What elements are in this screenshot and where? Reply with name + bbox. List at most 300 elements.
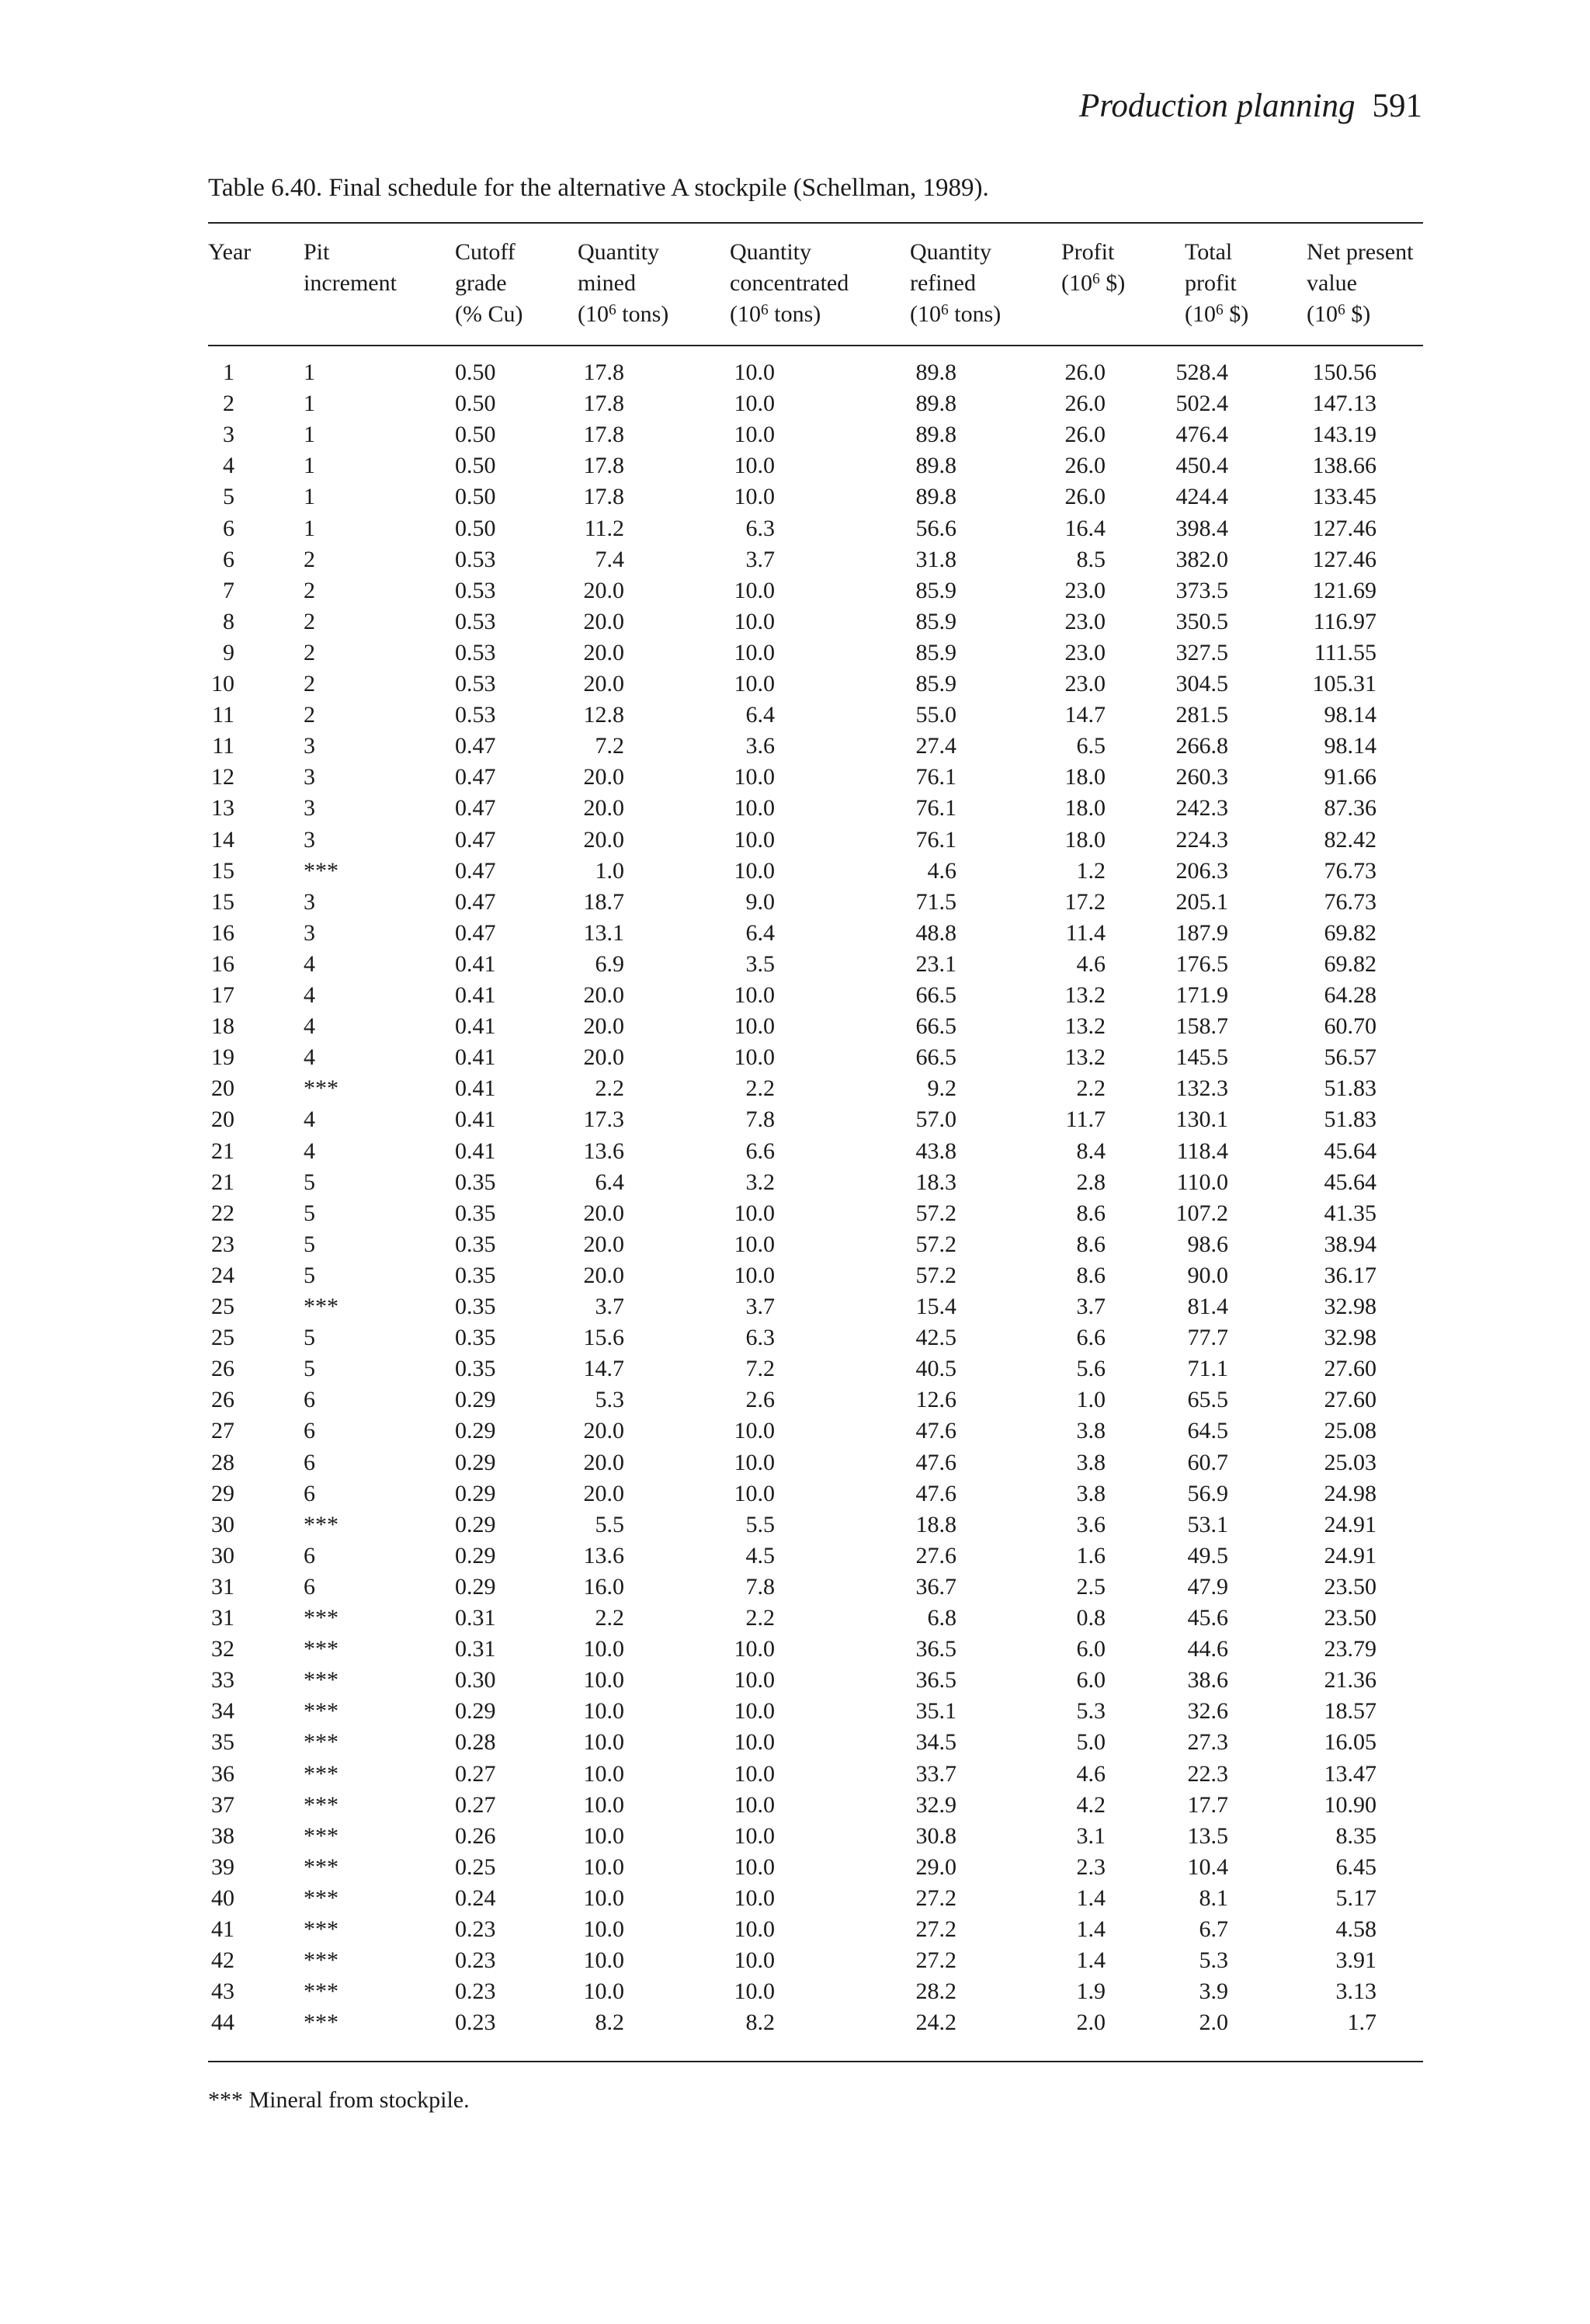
table-cell-pit: 3 xyxy=(304,919,315,946)
table-cell-profit: 8.6 xyxy=(1076,1231,1106,1257)
table-cell-total: 13.5 xyxy=(1187,1822,1228,1849)
table-cell-npv: 91.66 xyxy=(1324,764,1376,790)
table-cell-concentrated: 2.2 xyxy=(745,1605,775,1631)
table-cell-cutoff: 0.29 xyxy=(455,1480,496,1506)
table-cell-profit: 13.2 xyxy=(1064,1044,1106,1071)
table-cell-npv: 5.17 xyxy=(1335,1885,1376,1911)
table-cell-concentrated: 10.0 xyxy=(734,1200,775,1226)
table-cell-npv: 3.91 xyxy=(1335,1947,1376,1974)
table-cell-refined: 18.8 xyxy=(915,1511,956,1537)
table-cell-year: 34 xyxy=(211,1698,234,1725)
table-cell-cutoff: 0.23 xyxy=(455,1916,496,1942)
table-cell-concentrated: 10.0 xyxy=(734,764,775,790)
table-cell-cutoff: 0.41 xyxy=(455,1013,496,1040)
column-header-line: Quantity xyxy=(910,239,991,265)
table-cell-profit: 8.4 xyxy=(1076,1138,1106,1164)
table-cell-year: 12 xyxy=(211,764,234,790)
table-cell-year: 19 xyxy=(211,1044,234,1071)
table-cell-refined: 36.7 xyxy=(915,1573,956,1600)
table-cell-concentrated: 10.0 xyxy=(734,982,775,1008)
column-header-concentrated xyxy=(730,237,849,330)
table-row xyxy=(0,419,1590,450)
table-cell-profit: 5.6 xyxy=(1076,1356,1106,1382)
table-cell-total: 266.8 xyxy=(1175,733,1228,759)
table-cell-cutoff: 0.53 xyxy=(455,608,496,634)
table-cell-total: 60.7 xyxy=(1187,1449,1228,1475)
table-cell-mined: 20.0 xyxy=(583,608,624,634)
table-cell-cutoff: 0.41 xyxy=(455,1075,496,1102)
table-cell-mined: 8.2 xyxy=(595,2010,624,2036)
table-cell-year: 30 xyxy=(211,1542,234,1568)
table-cell-profit: 18.0 xyxy=(1064,795,1106,822)
table-cell-profit: 26.0 xyxy=(1064,360,1106,385)
table-cell-npv: 116.97 xyxy=(1313,608,1376,634)
table-cell-npv: 4.58 xyxy=(1335,1916,1376,1942)
table-cell-total: 476.4 xyxy=(1175,422,1228,448)
table-cell-concentrated: 5.5 xyxy=(745,1511,775,1537)
table-cell-refined: 48.8 xyxy=(915,919,956,946)
table-cell-concentrated: 7.8 xyxy=(745,1573,775,1600)
table-cell-mined: 10.0 xyxy=(583,1822,624,1849)
table-cell-total: 53.1 xyxy=(1187,1511,1228,1537)
table-cell-mined: 20.0 xyxy=(583,1044,624,1071)
table-body xyxy=(0,357,1590,2050)
table-row xyxy=(0,1696,1590,1727)
table-cell-concentrated: 6.6 xyxy=(745,1138,775,1164)
table-cell-profit: 2.8 xyxy=(1076,1169,1106,1195)
table-cell-pit: 1 xyxy=(304,453,315,479)
table-cell-pit: 6 xyxy=(304,1542,315,1568)
table-cell-total: 65.5 xyxy=(1187,1387,1228,1413)
table-cell-npv: 18.57 xyxy=(1324,1698,1376,1725)
table-cell-cutoff: 0.35 xyxy=(455,1325,496,1351)
table-cell-total: 450.4 xyxy=(1175,453,1228,479)
table-row xyxy=(0,1136,1590,1167)
table-row xyxy=(0,1572,1590,1603)
table-cell-profit: 26.0 xyxy=(1064,391,1106,417)
table-cell-profit: 3.8 xyxy=(1076,1449,1106,1475)
table-cell-refined: 34.5 xyxy=(915,1729,956,1756)
table-cell-year: 28 xyxy=(211,1449,234,1475)
table-cell-mined: 20.0 xyxy=(583,1418,624,1444)
table-cell-year: 27 xyxy=(211,1418,234,1444)
table-cell-total: 49.5 xyxy=(1187,1542,1228,1568)
table-cell-npv: 36.17 xyxy=(1324,1262,1376,1288)
table-cell-refined: 27.6 xyxy=(915,1542,956,1568)
table-cell-cutoff: 0.29 xyxy=(455,1418,496,1444)
table-cell-mined: 7.2 xyxy=(595,733,624,759)
column-header-profit xyxy=(1061,237,1125,299)
table-row xyxy=(0,1167,1590,1198)
table-cell-mined: 20.0 xyxy=(583,639,624,665)
table-row xyxy=(0,1416,1590,1447)
table-row xyxy=(0,1976,1590,2007)
table-cell-total: 304.5 xyxy=(1175,671,1228,697)
table-row xyxy=(0,1322,1590,1353)
table-row xyxy=(0,1883,1590,1914)
table-cell-year: 44 xyxy=(211,2010,234,2036)
table-cell-mined: 5.5 xyxy=(595,1511,624,1537)
table-cell-mined: 1.0 xyxy=(595,857,624,884)
table-cell-mined: 20.0 xyxy=(583,826,624,853)
table-cell-total: 5.3 xyxy=(1199,1947,1228,1974)
table-cell-concentrated: 10.0 xyxy=(734,671,775,697)
table-row xyxy=(0,2007,1590,2038)
table-cell-mined: 20.0 xyxy=(583,764,624,790)
table-cell-pit: 3 xyxy=(304,764,315,790)
column-header-line: ($10^6$ tons) xyxy=(578,301,669,327)
table-cell-refined: 27.2 xyxy=(915,1916,956,1942)
table-cell-concentrated: 8.2 xyxy=(745,2010,775,2036)
table-cell-refined: 89.8 xyxy=(915,391,956,417)
table-row xyxy=(0,731,1590,762)
column-header-line: ($10^6$ tons) xyxy=(910,301,1002,327)
column-header-line: (% Cu) xyxy=(455,301,523,327)
table-cell-pit: 1 xyxy=(304,360,315,385)
table-cell-pit: *** xyxy=(304,2010,338,2036)
table-cell-year: 40 xyxy=(211,1885,234,1911)
table-cell-npv: 51.83 xyxy=(1324,1075,1376,1102)
table-row xyxy=(0,1384,1590,1416)
table-cell-profit: 6.0 xyxy=(1076,1667,1106,1693)
table-cell-npv: 38.94 xyxy=(1324,1231,1376,1257)
table-cell-concentrated: 6.4 xyxy=(745,702,775,728)
table-cell-cutoff: 0.24 xyxy=(455,1885,496,1911)
column-header-line: concentrated xyxy=(730,270,849,296)
table-row xyxy=(0,700,1590,731)
table-cell-pit: 4 xyxy=(304,950,315,977)
table-cell-concentrated: 10.0 xyxy=(734,1822,775,1849)
table-cell-year: 25 xyxy=(211,1294,234,1319)
table-cell-year: 21 xyxy=(211,1138,234,1164)
table-cell-profit: 5.3 xyxy=(1076,1698,1106,1725)
table-row xyxy=(0,450,1590,481)
table-cell-pit: 1 xyxy=(304,391,315,417)
table-cell-concentrated: 10.0 xyxy=(734,608,775,634)
table-cell-refined: 57.2 xyxy=(915,1200,956,1226)
table-row xyxy=(0,1353,1590,1384)
table-cell-year: 26 xyxy=(211,1356,234,1382)
table-cell-profit: 3.6 xyxy=(1076,1511,1106,1537)
table-row xyxy=(0,388,1590,419)
table-cell-year: 16 xyxy=(211,919,234,946)
table-cell-mined: 17.8 xyxy=(583,484,624,510)
table-row xyxy=(0,825,1590,856)
table-cell-year: 24 xyxy=(211,1262,234,1288)
table-cell-mined: 10.0 xyxy=(583,1791,624,1818)
table-cell-year: 15 xyxy=(211,857,234,884)
table-cell-refined: 36.5 xyxy=(915,1667,956,1693)
table-cell-pit: 4 xyxy=(304,1106,315,1133)
table-cell-profit: 11.7 xyxy=(1065,1106,1106,1133)
table-cell-year: 25 xyxy=(211,1325,234,1351)
table-cell-refined: 28.2 xyxy=(915,1978,956,2005)
table-cell-refined: 30.8 xyxy=(915,1822,956,1849)
table-cell-npv: 76.73 xyxy=(1324,888,1376,915)
table-row xyxy=(0,1229,1590,1260)
table-cell-cutoff: 0.53 xyxy=(455,546,496,572)
table-cell-refined: 89.8 xyxy=(915,453,956,479)
table-cell-refined: 9.2 xyxy=(927,1075,956,1102)
table-cell-concentrated: 2.6 xyxy=(745,1387,775,1413)
table-cell-npv: 143.19 xyxy=(1312,422,1376,448)
table-cell-profit: 1.4 xyxy=(1076,1916,1106,1942)
table-cell-cutoff: 0.35 xyxy=(455,1200,496,1226)
table-cell-npv: 21.36 xyxy=(1324,1667,1376,1693)
table-cell-cutoff: 0.35 xyxy=(455,1231,496,1257)
table-cell-mined: 12.8 xyxy=(583,702,624,728)
column-header-line: Cutoff xyxy=(455,239,516,265)
table-cell-refined: 23.1 xyxy=(915,950,956,977)
table-cell-refined: 85.9 xyxy=(915,608,956,634)
table-cell-mined: 16.0 xyxy=(583,1573,624,1600)
table-cell-mined: 20.0 xyxy=(583,1262,624,1288)
table-cell-mined: 20.0 xyxy=(583,1449,624,1475)
column-header-line: Pit xyxy=(304,239,330,265)
table-cell-cutoff: 0.23 xyxy=(455,1978,496,2005)
column-header-line: ($10^6$ $) xyxy=(1061,270,1126,296)
table-cell-pit: 3 xyxy=(304,795,315,822)
table-cell-npv: 82.42 xyxy=(1324,826,1376,853)
table-cell-profit: 4.2 xyxy=(1076,1791,1106,1818)
table-cell-profit: 17.2 xyxy=(1064,888,1106,915)
table-row xyxy=(0,1790,1590,1821)
table-cell-pit: *** xyxy=(304,1605,338,1631)
table-cell-concentrated: 10.0 xyxy=(734,1667,775,1693)
table-cell-total: 64.5 xyxy=(1187,1418,1228,1444)
table-cell-pit: 6 xyxy=(304,1449,315,1475)
table-cell-refined: 43.8 xyxy=(915,1138,956,1164)
table-cell-concentrated: 6.4 xyxy=(745,919,775,946)
table-cell-npv: 16.05 xyxy=(1324,1729,1376,1756)
table-cell-profit: 2.0 xyxy=(1076,2010,1106,2036)
table-cell-year: 18 xyxy=(211,1013,234,1040)
table-cell-year: 10 xyxy=(211,671,234,697)
column-header-line: profit xyxy=(1185,270,1237,296)
table-cell-year: 23 xyxy=(211,1231,234,1257)
table-footnote: *** Mineral from stockpile. xyxy=(208,2087,470,2113)
table-cell-cutoff: 0.27 xyxy=(455,1791,496,1818)
table-cell-concentrated: 10.0 xyxy=(734,453,775,479)
table-cell-total: 424.4 xyxy=(1175,484,1228,510)
table-cell-year: 5 xyxy=(223,484,234,510)
table-cell-pit: *** xyxy=(304,1791,338,1818)
table-cell-cutoff: 0.35 xyxy=(455,1169,496,1195)
table-cell-npv: 127.46 xyxy=(1312,546,1376,572)
table-cell-year: 31 xyxy=(211,1573,234,1600)
table-cell-mined: 18.7 xyxy=(583,888,624,915)
table-cell-year: 38 xyxy=(211,1822,234,1849)
table-cell-mined: 6.4 xyxy=(595,1169,624,1195)
table-cell-refined: 89.8 xyxy=(915,484,956,510)
table-cell-profit: 3.1 xyxy=(1076,1822,1106,1849)
table-cell-mined: 5.3 xyxy=(595,1387,624,1413)
table-cell-year: 29 xyxy=(211,1480,234,1506)
table-cell-cutoff: 0.23 xyxy=(455,1947,496,1974)
table-cell-mined: 17.8 xyxy=(583,422,624,448)
table-cell-npv: 25.03 xyxy=(1324,1449,1376,1475)
table-cell-pit: 5 xyxy=(304,1231,315,1257)
column-header-cutoff xyxy=(455,237,522,330)
table-cell-concentrated: 3.6 xyxy=(745,733,775,759)
table-cell-total: 502.4 xyxy=(1175,391,1228,417)
table-header-rule xyxy=(208,345,1423,346)
table-row xyxy=(0,637,1590,669)
table-cell-npv: 69.82 xyxy=(1324,950,1376,977)
table-cell-cutoff: 0.50 xyxy=(455,391,496,417)
table-cell-total: 8.1 xyxy=(1199,1885,1228,1911)
table-cell-concentrated: 10.0 xyxy=(734,1760,775,1787)
table-cell-npv: 98.14 xyxy=(1324,702,1376,728)
table-cell-year: 26 xyxy=(211,1387,234,1413)
table-row xyxy=(0,1821,1590,1852)
table-cell-npv: 98.14 xyxy=(1324,733,1376,759)
table-row xyxy=(0,606,1590,637)
table-cell-total: 206.3 xyxy=(1175,857,1228,884)
table-cell-mined: 10.0 xyxy=(583,1978,624,2005)
table-row xyxy=(0,1914,1590,1945)
table-cell-cutoff: 0.41 xyxy=(455,1106,496,1133)
table-cell-cutoff: 0.41 xyxy=(455,950,496,977)
table-cell-concentrated: 10.0 xyxy=(734,391,775,417)
table-cell-profit: 13.2 xyxy=(1064,1013,1106,1040)
table-row xyxy=(0,793,1590,824)
table-cell-concentrated: 3.2 xyxy=(745,1169,775,1195)
table-cell-concentrated: 10.0 xyxy=(734,1853,775,1880)
table-cell-refined: 29.0 xyxy=(915,1853,956,1880)
table-cell-profit: 3.8 xyxy=(1076,1418,1106,1444)
table-cell-refined: 66.5 xyxy=(915,1044,956,1071)
table-cell-concentrated: 10.0 xyxy=(734,1885,775,1911)
table-cell-npv: 138.66 xyxy=(1312,453,1376,479)
table-row xyxy=(0,1634,1590,1665)
table-cell-pit: 6 xyxy=(304,1573,315,1600)
table-cell-cutoff: 0.50 xyxy=(455,515,496,541)
table-row xyxy=(0,918,1590,949)
table-cell-total: 242.3 xyxy=(1175,795,1228,822)
table-cell-concentrated: 10.0 xyxy=(734,484,775,510)
table-cell-profit: 2.5 xyxy=(1076,1573,1106,1600)
table-row xyxy=(0,1447,1590,1478)
table-cell-cutoff: 0.41 xyxy=(455,1138,496,1164)
table-cell-profit: 23.0 xyxy=(1064,577,1106,603)
table-cell-profit: 3.8 xyxy=(1076,1480,1106,1506)
table-cell-pit: *** xyxy=(304,1636,338,1662)
table-row xyxy=(0,481,1590,512)
table-cell-mined: 7.4 xyxy=(595,546,624,572)
table-cell-npv: 8.35 xyxy=(1335,1822,1376,1849)
table-cell-cutoff: 0.25 xyxy=(455,1853,496,1880)
table-cell-npv: 23.79 xyxy=(1324,1636,1376,1662)
table-cell-profit: 5.0 xyxy=(1076,1729,1106,1756)
table-cell-concentrated: 10.0 xyxy=(734,1636,775,1662)
table-cell-mined: 15.6 xyxy=(583,1325,624,1351)
column-header-line: ($10^6$ $) xyxy=(1307,301,1371,327)
table-top-rule xyxy=(208,222,1423,224)
table-cell-npv: 76.73 xyxy=(1324,857,1376,884)
table-cell-pit: *** xyxy=(304,1511,338,1537)
table-caption: Table 6.40. Final schedule for the alternative A stockpile (Schellman, 1989). xyxy=(208,174,989,202)
table-cell-refined: 33.7 xyxy=(915,1760,956,1787)
column-header-line: Total xyxy=(1185,239,1233,265)
table-cell-concentrated: 10.0 xyxy=(734,795,775,822)
table-cell-pit: *** xyxy=(304,1978,338,2005)
table-cell-year: 9 xyxy=(223,639,234,665)
table-cell-total: 176.5 xyxy=(1175,950,1228,977)
table-cell-concentrated: 10.0 xyxy=(734,422,775,448)
table-cell-total: 373.5 xyxy=(1175,577,1228,603)
table-cell-mined: 20.0 xyxy=(583,577,624,603)
table-cell-npv: 87.36 xyxy=(1324,795,1376,822)
table-cell-refined: 24.2 xyxy=(915,2010,956,2036)
table-cell-concentrated: 10.0 xyxy=(734,1947,775,1974)
table-cell-total: 98.6 xyxy=(1187,1231,1228,1257)
table-cell-cutoff: 0.53 xyxy=(455,702,496,728)
table-cell-pit: *** xyxy=(304,1760,338,1787)
table-cell-pit: 3 xyxy=(304,733,315,759)
table-cell-refined: 27.2 xyxy=(915,1885,956,1911)
table-row xyxy=(0,669,1590,700)
table-bottom-rule xyxy=(208,2061,1423,2062)
table-cell-npv: 25.08 xyxy=(1324,1418,1376,1444)
table-cell-year: 42 xyxy=(211,1947,234,1974)
table-cell-concentrated: 10.0 xyxy=(734,639,775,665)
table-cell-concentrated: 2.2 xyxy=(745,1075,775,1102)
table-cell-cutoff: 0.23 xyxy=(455,2010,496,2036)
table-cell-total: 398.4 xyxy=(1175,515,1228,541)
table-cell-pit: 6 xyxy=(304,1387,315,1413)
table-cell-refined: 18.3 xyxy=(915,1169,956,1195)
table-cell-total: 224.3 xyxy=(1175,826,1228,853)
table-cell-refined: 55.0 xyxy=(915,702,956,728)
table-cell-pit: 2 xyxy=(304,608,315,634)
table-cell-profit: 8.6 xyxy=(1076,1200,1106,1226)
table-cell-refined: 76.1 xyxy=(915,795,956,822)
table-cell-profit: 3.7 xyxy=(1076,1294,1106,1319)
table-cell-concentrated: 10.0 xyxy=(734,1013,775,1040)
table-cell-profit: 16.4 xyxy=(1064,515,1106,541)
table-cell-mined: 13.1 xyxy=(583,919,624,946)
table-cell-mined: 10.0 xyxy=(583,1636,624,1662)
table-cell-refined: 89.8 xyxy=(915,422,956,448)
table-cell-profit: 11.4 xyxy=(1065,919,1106,946)
running-head xyxy=(1079,87,1422,126)
table-cell-npv: 45.64 xyxy=(1324,1138,1376,1164)
table-row xyxy=(0,1260,1590,1291)
table-cell-total: 118.4 xyxy=(1176,1138,1228,1164)
table-cell-cutoff: 0.29 xyxy=(455,1449,496,1475)
table-cell-profit: 2.3 xyxy=(1076,1853,1106,1880)
table-cell-profit: 18.0 xyxy=(1064,764,1106,790)
table-cell-concentrated: 3.7 xyxy=(745,546,775,572)
table-cell-profit: 23.0 xyxy=(1064,608,1106,634)
table-cell-year: 13 xyxy=(211,795,234,822)
table-cell-refined: 42.5 xyxy=(915,1325,956,1351)
table-cell-concentrated: 10.0 xyxy=(734,1698,775,1725)
column-header-line: ($10^6$ tons) xyxy=(730,301,821,327)
table-cell-concentrated: 10.0 xyxy=(734,1231,775,1257)
table-cell-total: 107.2 xyxy=(1175,1200,1228,1226)
table-cell-npv: 6.45 xyxy=(1335,1853,1376,1880)
table-cell-pit: *** xyxy=(304,1885,338,1911)
table-cell-refined: 12.6 xyxy=(915,1387,956,1413)
table-cell-year: 41 xyxy=(211,1916,234,1942)
table-row xyxy=(0,980,1590,1011)
table-cell-mined: 14.7 xyxy=(583,1356,624,1382)
table-cell-pit: 1 xyxy=(304,484,315,510)
table-row xyxy=(0,1852,1590,1883)
table-cell-npv: 111.55 xyxy=(1314,639,1376,665)
